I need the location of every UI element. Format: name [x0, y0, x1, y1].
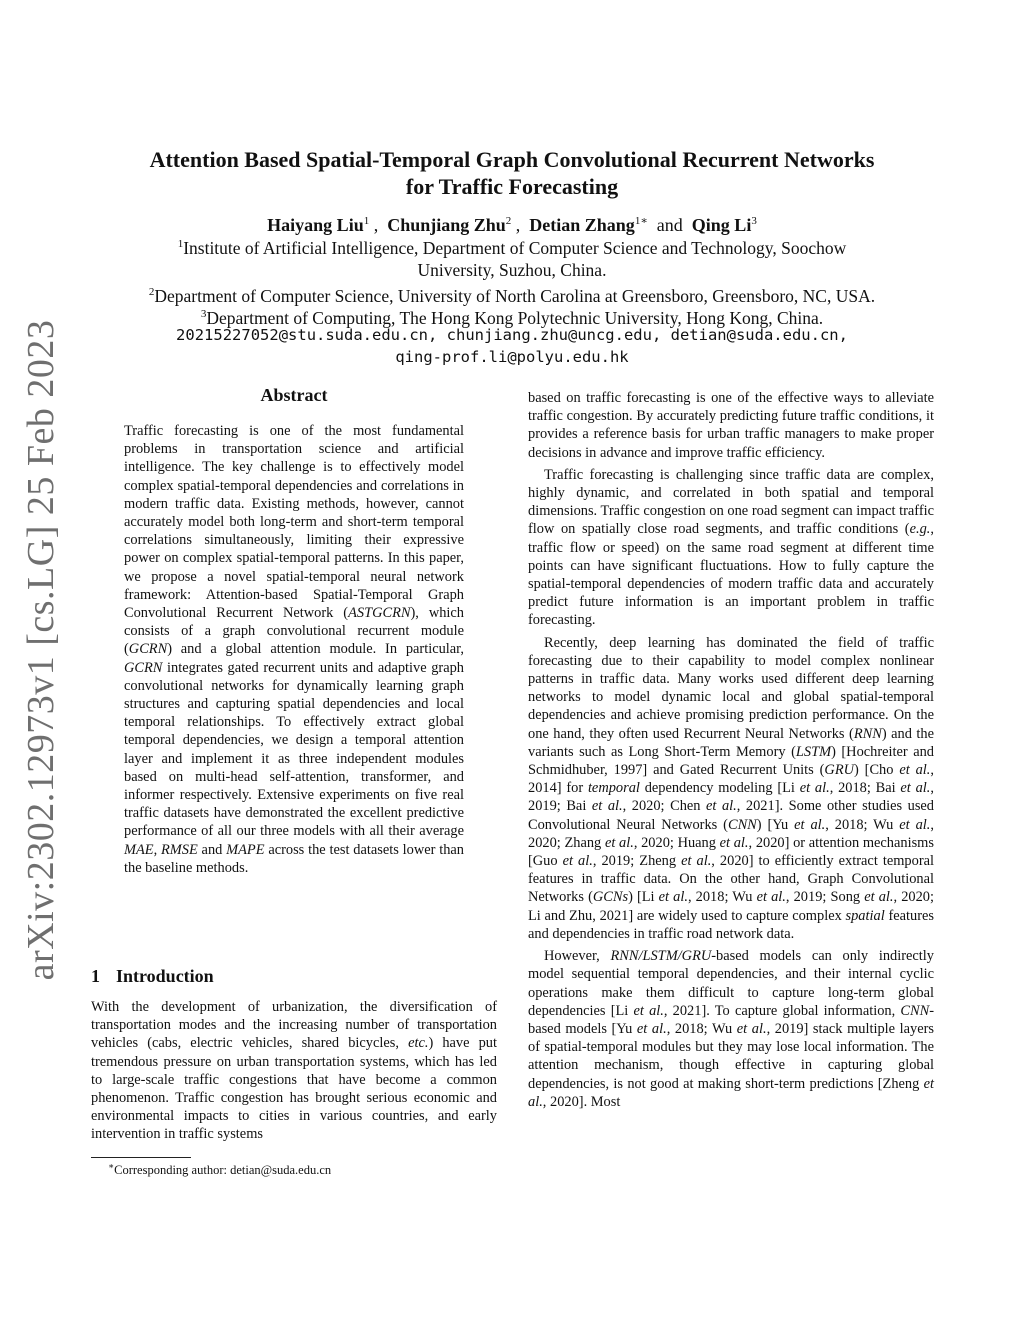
abstract-body: Traffic forecasting is one of the most fundamental problems in transportation science and artificial intelligence. The key challenge is to effectively model complex spatial-temporal dependencies and correlations in modern traffic data. Existing methods, however, cannot accurately model both long-term and short-term temporal correlations simultaneously, limiting their expressive power on complex spatial-temporal patterns. In this paper, we propose a novel spatial-temporal neural network framework: Attention-based Spatial-Temporal Graph Convolutional Recurrent Network (ASTGCRN), which consists of a graph convolutional recurrent module (GCRN) and a global attention module. In particular, GCRN integrates gated recurrent units and adaptive graph convolutional networks for dynamically learning graph structures and capturing spatial dependencies and local temporal relationships. To effectively extract global temporal dependencies, we design a temporal attention layer and implement it as three independent modules based on multi-head self-attention, transformer, and informer respectively. Extensive experiments on five real traffic datasets have demonstrated the excellent predictive performance of all our three models with all their average MAE, RMSE and MAPE across the test datasets lower than the baseline methods. [124, 423, 464, 876]
section-number: 1 [91, 966, 100, 986]
author-list: Haiyang Liu$^1$ , Chunjiang Zhu$^2$ , Detian Zhang$^{1∗}$ and Qing Li$^3$ [267, 215, 757, 235]
aff1-line-1: Institute of Artificial Intelligence, Department of Computer Science and Technology, Soochow [183, 237, 847, 258]
right-column [528, 389, 934, 1115]
title-line-1: Attention Based Spatial-Temporal Graph Convolutional Recurrent Networks [149, 147, 875, 172]
section-title: Introduction [116, 966, 214, 986]
footnote-mark: ∗ [108, 1161, 115, 1171]
footnote-text: Corresponding author: detian@suda.edu.cn [114, 1163, 332, 1178]
right-paragraph-2: Traffic forecasting is challenging since traffic data are complex, highly dynamic, and correlated in both spatial and temporal dimensions. Traffic congestion on one road segment can impact traffic flow on spatially close road segments, and traffic conditions (e.g., traffic flow or speed) on the same road segment at different time points can have significant fluctuations. How to fully capture the spatial-temporal dependencies of modern traffic data and accurately predict future information is an important problem in traffic forecasting. [528, 466, 934, 629]
affiliation-1 [80, 233, 944, 281]
emails-line-2: qing-prof.li@polyu.edu.hk [395, 348, 629, 366]
author-2-sup: 2 [505, 215, 512, 227]
arxiv-identifier-text: arXiv:2302.12973v1 [cs.LG] 25 Feb 2023 [20, 319, 62, 981]
right-paragraph-3: Recently, deep learning has dominated the field of traffic forecasting due to their capability to model complex nonlinear patterns in traffic data. Many works used different deep learning networks to model dynamic local and global spatial-temporal dependencies and achieve promising prediction performance. On the one hand, they often used Recurrent Neural Networks (RNN) and the variants such as Long Short-Term Memory (LSTM) [Hochreiter and Schmidhuber, 1997] and Gated Recurrent Units (GRU) [Cho et al., 2014] for temporal dependency modeling [Li et al., 2018; Bai et al., 2019; Bai et al., 2020; Chen et al., 2021]. Some other studies used Convolutional Neural Networks (CNN) [Yu et al., 2018; Wu et al., 2020; Zhang et al., 2020; Huang et al., 2020] or attention mechanisms [Guo et al., 2019; Zheng et al., 2020] to efficiently extract temporal features in traffic data. On the other hand, Graph Convolutional Networks (GCNs) [Li et al., 2018; Wu et al., 2019; Song et al., 2020; Li and Zhu, 2021] are widely used to capture complex spatial features and dependencies in traffic road network data. [528, 634, 934, 942]
arxiv-identifier [6, 319, 76, 981]
emails-line-1: 20215227052@stu.suda.edu.cn, chunjiang.zhu@uncg.edu, detian@suda.edu.cn, [176, 326, 848, 344]
author-3-sup: 1∗ [634, 215, 648, 227]
author-4: Qing Li [691, 215, 752, 235]
aff2-sup: 2 [148, 286, 155, 298]
title-line-2: for Traffic Forecasting [405, 174, 619, 199]
author-2: Chunjiang Zhu [387, 215, 506, 235]
author-1: Haiyang Liu [267, 215, 364, 235]
author-and: and [656, 215, 683, 235]
intro-paragraph: With the development of urbanization, the diversification of transportation modes and the increasing number of transportation vehicles (cabs, electric vehicles, shared bicycles, etc.) have put tremendous pressure on urban transportation systems, which has led to large-scale traffic congestions that have become a common phenomenon. Traffic congestion has brought serious economic and environmental impacts to cities in various countries, and early intervention in traffic systems [91, 999, 497, 1143]
author-4-sup: 3 [751, 215, 757, 227]
footnote-rule [91, 1157, 191, 1158]
aff3-text: Department of Computing, The Hong Kong Polytechnic University, Hong Kong, China. [206, 307, 824, 328]
email-list [80, 324, 944, 368]
right-paragraph-1: based on traffic forecasting is one of the effective ways to alleviate traffic congestion. By accurately predicting future traffic conditions, it provides a reference basis for urban traffic managers to make proper decisions in advance and improve traffic efficiency. [528, 390, 934, 461]
aff3-sup: 3 [200, 308, 207, 320]
abstract-heading: Abstract [260, 385, 328, 405]
section-heading-introduction [91, 966, 214, 987]
author-3: Detian Zhang [529, 215, 635, 235]
aff1-sup: 1 [177, 238, 184, 250]
right-paragraph-4: However, RNN/LSTM/GRU-based models can only indirectly model sequential temporal dependencies, and their internal cyclic operations make them difficult to capture long-term global dependencies [Li et al., 2021]. To capture global information, CNN-based models [Yu et al., 2018; Wu et al., 2019] stack multiple layers of spatial-temporal modules but they may lose local information. The attention mechanism, though effective in capturing global dependencies, is not good at making short-term predictions [Zheng et al., 2020]. Most [528, 948, 934, 1110]
author-1-sup: 1 [363, 215, 370, 227]
footnote [108, 1161, 331, 1178]
paper-title [90, 146, 934, 200]
aff2-text: Department of Computer Science, University of North Carolina at Greensboro, Greensboro, NC, USA. [154, 285, 876, 306]
aff1-line-2: University, Suzhou, China. [417, 259, 607, 280]
